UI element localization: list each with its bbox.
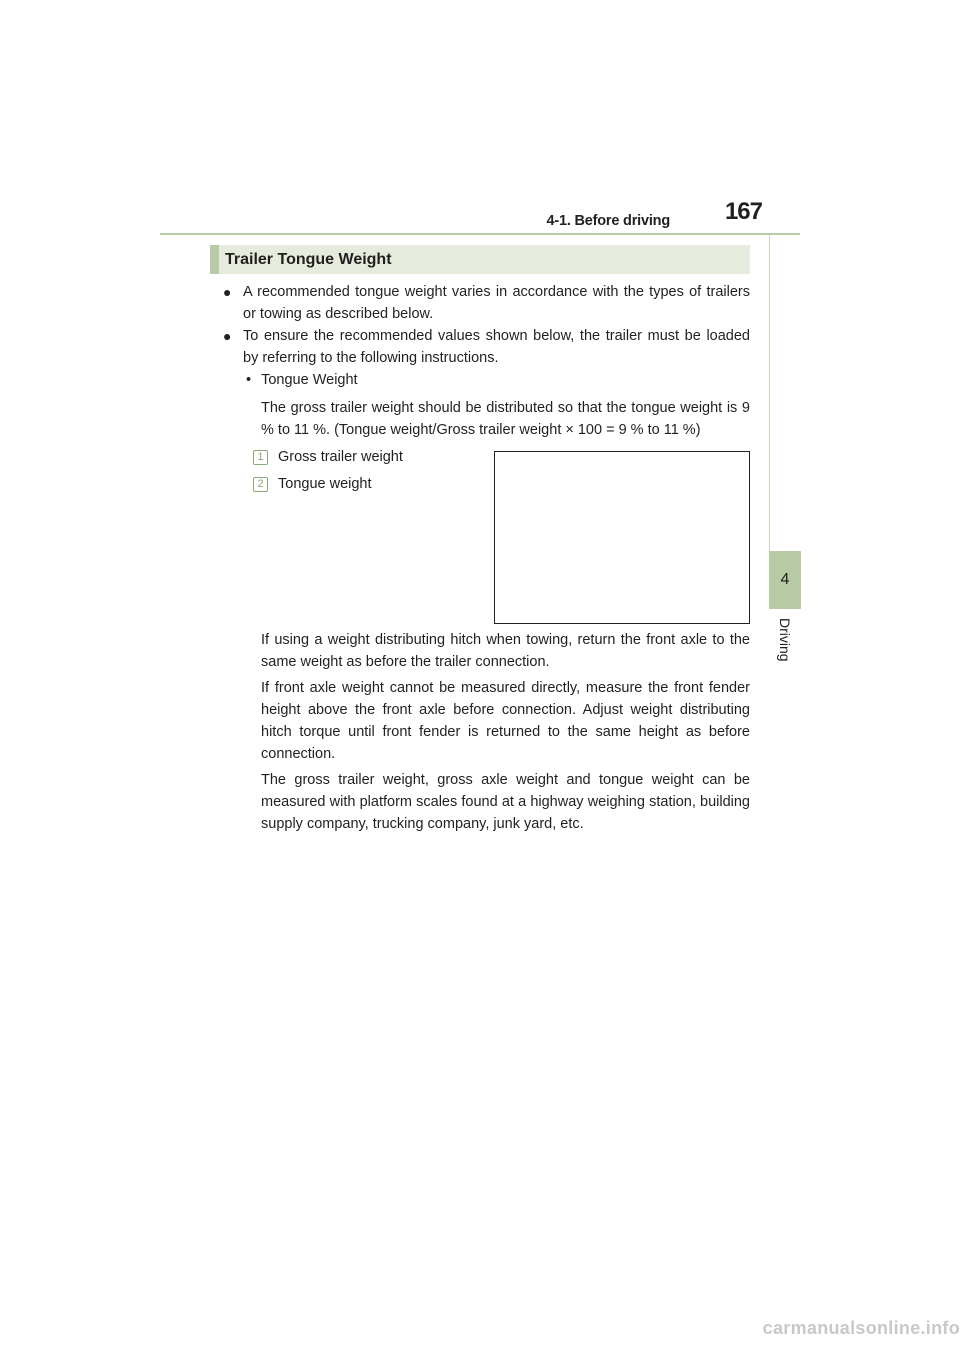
callout-number-badge: 2 — [253, 477, 268, 492]
callout-label: Gross trailer weight — [278, 449, 403, 465]
bullet-text: A recommended tongue weight varies in accordance with the types of trailers or towing as described below. — [243, 284, 750, 322]
paragraph: If front axle weight cannot be measured directly, measure the front fender height above the front axle before connection. Adjust weight distributing hitch torque until front fender is returned to the same height as before connection. — [261, 680, 750, 762]
trailer-weight-illustration — [494, 451, 750, 624]
bullet-dot-icon: ● — [223, 328, 232, 344]
sub-item-label: Tongue Weight — [261, 372, 358, 388]
chapter-title: Driving — [777, 618, 793, 662]
paragraph: If using a weight distributing hitch when towing, return the front axle to the same weight as before the trailer connection. — [261, 632, 750, 670]
header-section-title: 4-1. Before driving — [546, 213, 670, 229]
sub-item-marker: • — [246, 372, 252, 388]
callout-item — [253, 446, 403, 468]
chapter-tab — [769, 551, 801, 609]
watermark-logo: carmanualsonline.info — [762, 1318, 960, 1338]
callout-label: Tongue weight — [278, 476, 372, 492]
tongue-weight-description: The gross trailer weight should be distributed so that the tongue weight is 9 % to 11 %. (Tongue weight/Gross trailer weight × 100 = 9 % to 11 %) — [261, 400, 750, 438]
bullet-item — [223, 325, 750, 369]
paragraph: The gross trailer weight, gross axle weight and tongue weight can be measured with platform scales found at a highway weighing station, building supply company, trucking company, junk yard, etc. — [261, 772, 750, 832]
sub-item-heading — [246, 369, 358, 391]
page-number: 167 — [724, 198, 762, 225]
bullet-item — [223, 281, 750, 325]
callout-item — [253, 473, 372, 495]
bullet-text: To ensure the recommended values shown below, the trailer must be loaded by referring to the following instructions. — [243, 328, 750, 366]
section-heading — [210, 245, 750, 274]
callout-number-badge: 1 — [253, 450, 268, 465]
bullet-dot-icon: ● — [223, 284, 232, 300]
heading-accent-bar — [210, 245, 219, 274]
section-heading-text: Trailer Tongue Weight — [225, 250, 392, 268]
chapter-number: 4 — [780, 571, 790, 588]
chapter-side-rule — [769, 235, 801, 551]
header-rule — [160, 233, 800, 235]
